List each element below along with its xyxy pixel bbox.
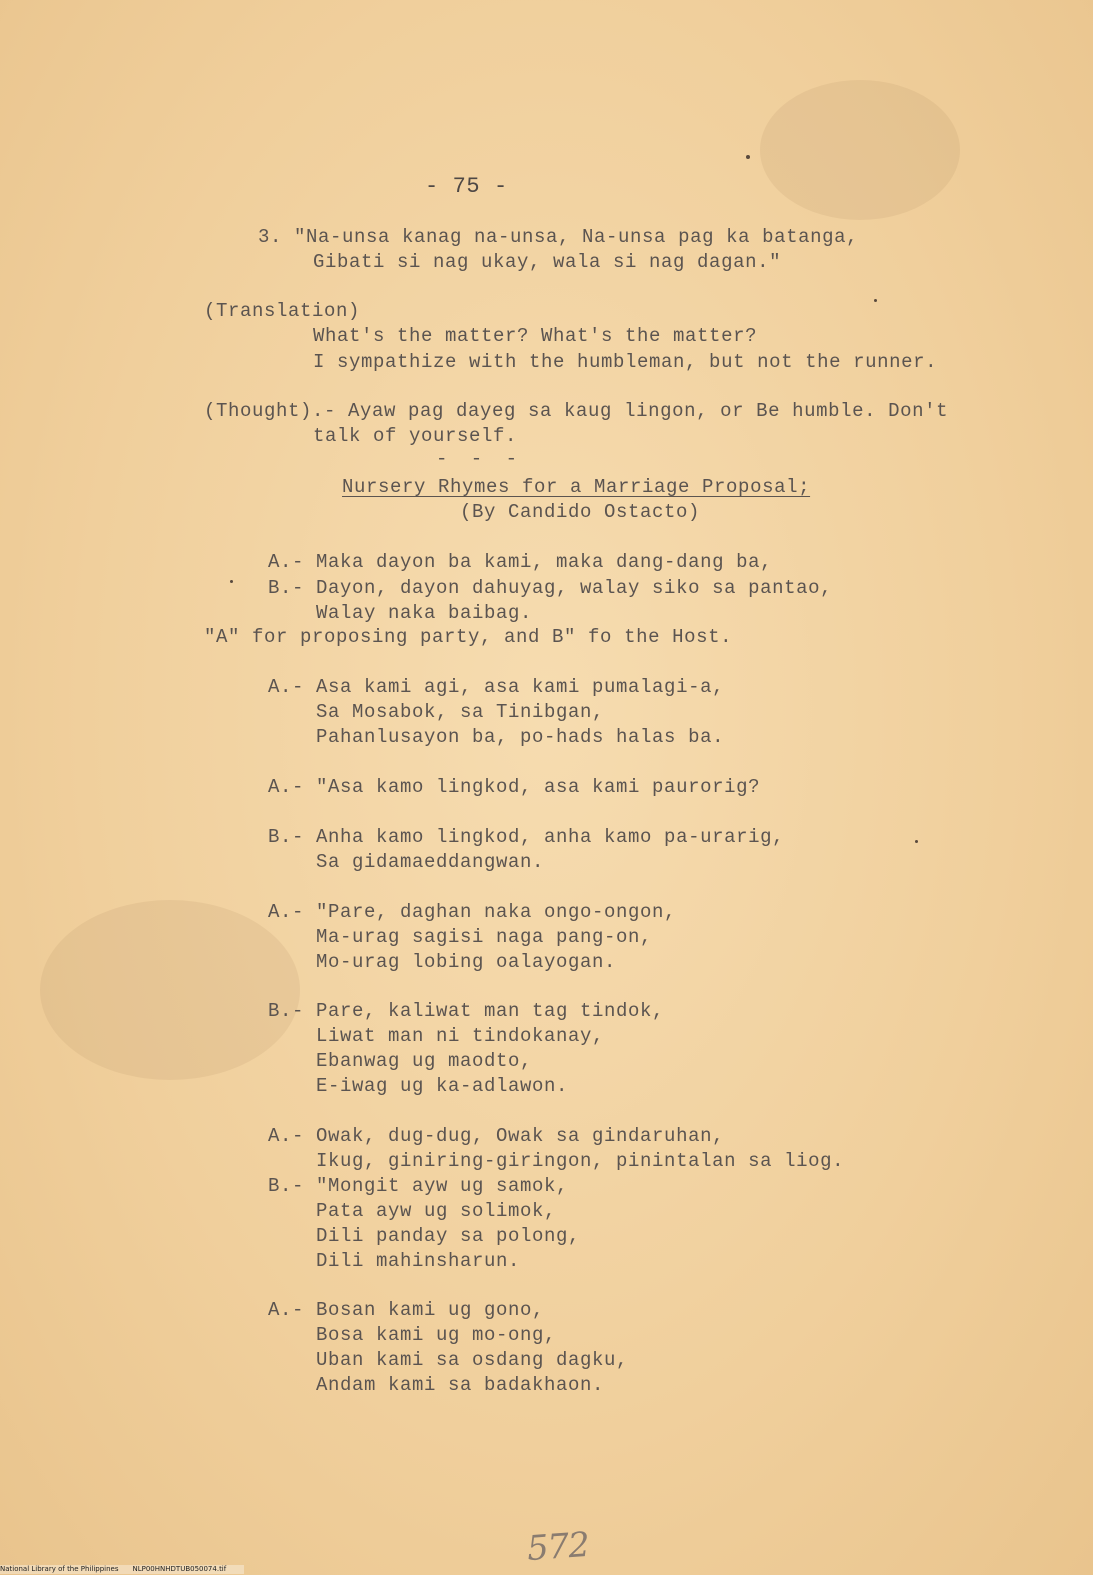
handwritten-folio-number: 572 <box>525 1524 591 1570</box>
stanza-7-line-6: Dili mahinsharun. <box>268 1250 521 1272</box>
stanza-2-line-3: Pahanlusayon ba, po-hads halas ba. <box>268 726 725 748</box>
stanza-2-line-2: Sa Mosabok, sa Tinibgan, <box>268 701 605 723</box>
stanza-1-line-3: Walay naka baibag. <box>268 602 533 624</box>
stanza-8-line-4: Andam kami sa badakhaon. <box>268 1374 605 1396</box>
stanza-7-line-1: A.- Owak, dug-dug, Owak sa gindaruhan, <box>268 1125 725 1147</box>
stanza-7-line-3: B.- "Mongit ayw ug samok, <box>268 1175 569 1197</box>
stanza-6-line-3: Ebanwag ug maodto, <box>268 1050 533 1072</box>
stanza-4-line-1: B.- Anha kamo lingkod, anha kamo pa-urarig, <box>268 826 785 848</box>
stanza-6-line-2: Liwat man ni tindokanay, <box>268 1025 605 1047</box>
stanza-8-line-3: Uban kami sa osdang dagku, <box>268 1349 629 1371</box>
translation-label: (Translation) <box>204 300 361 322</box>
stanza-1-line-1: A.- Maka dayon ba kami, maka dang-dang ba, <box>268 551 773 573</box>
ink-speck <box>915 840 918 843</box>
thought-line-2: talk of yourself. <box>313 425 518 447</box>
section-separator: - - - <box>436 448 524 470</box>
stanza-7-line-5: Dili panday sa polong, <box>268 1225 581 1247</box>
stanza-4-line-2: Sa gidamaeddangwan. <box>268 851 545 873</box>
stanza-6-line-1: B.- Pare, kaliwat man tag tindok, <box>268 1000 665 1022</box>
translation-line-1: What's the matter? What's the matter? <box>313 325 758 347</box>
section-byline: (By Candido Ostacto) <box>460 501 701 523</box>
stanza-2-line-1: A.- Asa kami agi, asa kami pumalagi-a, <box>268 676 725 698</box>
footer-institution: National Library of the Philippines <box>0 1565 119 1573</box>
ink-speck <box>746 155 750 159</box>
footer-filename: NLP00HNHDTUB050074.tif <box>132 1565 227 1573</box>
verse-3-line-1: 3. "Na-unsa kanag na-unsa, Na-unsa pag ka batanga, <box>258 226 859 248</box>
paper-stain <box>760 80 960 220</box>
scan-footer <box>0 1565 244 1574</box>
ink-speck <box>874 299 877 302</box>
page-number: - 75 - <box>425 174 508 199</box>
stanza-6-line-4: E-iwag ug ka-adlawon. <box>268 1075 569 1097</box>
proposing-note: "A" for proposing party, and B" fo the Host. <box>204 626 733 648</box>
paper-stain <box>40 900 300 1080</box>
section-title: Nursery Rhymes for a Marriage Proposal; <box>342 476 811 498</box>
stanza-7-line-2: Ikug, giniring-giringon, pinintalan sa liog. <box>268 1150 845 1172</box>
stanza-8-line-2: Bosa kami ug mo-ong, <box>268 1324 557 1346</box>
thought-line-1: (Thought).- Ayaw pag dayeg sa kaug lingon, or Be humble. Don't <box>204 400 949 422</box>
verse-3-line-2: Gibati si nag ukay, wala si nag dagan." <box>313 251 782 273</box>
stanza-7-line-4: Pata ayw ug solimok, <box>268 1200 557 1222</box>
stanza-5-line-3: Mo-urag lobing oalayogan. <box>268 951 617 973</box>
stanza-5-line-2: Ma-urag sagisi naga pang-on, <box>268 926 653 948</box>
stanza-8-line-1: A.- Bosan kami ug gono, <box>268 1299 545 1321</box>
stanza-1-line-2: B.- Dayon, dayon dahuyag, walay siko sa pantao, <box>268 577 833 599</box>
ink-speck <box>230 580 233 583</box>
stanza-3-line-1: A.- "Asa kamo lingkod, asa kami paurorig? <box>268 776 761 798</box>
translation-line-2: I sympathize with the humbleman, but not the runner. <box>313 351 938 373</box>
stanza-5-line-1: A.- "Pare, daghan naka ongo-ongon, <box>268 901 677 923</box>
